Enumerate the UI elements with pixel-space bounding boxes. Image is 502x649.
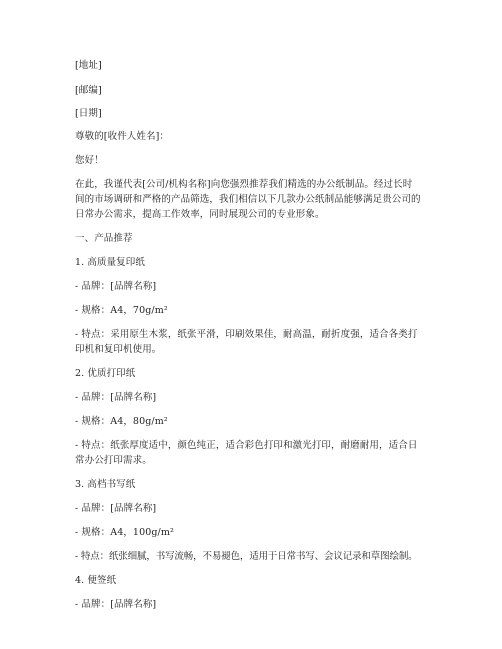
product-brand: - 品牌：[品牌名称] <box>75 503 157 514</box>
intro-line-1: 在此，我谨代表[公司/机构名称]向您强烈推荐我们精选的办公纸制品。经过长时 <box>75 179 413 190</box>
product-spec: - 规格：A4，80g/m² <box>75 416 168 427</box>
intro-line-2: 间的市场调研和严格的产品筛选，我们相信以下几款办公纸制品能够满足贵公司的 <box>75 194 421 205</box>
intro-line-3: 日常办公需求，提高工作效率，同时展现公司的专业形象。 <box>75 209 325 220</box>
salutation: 尊敬的[收件人姓名]： <box>75 131 170 142</box>
date-line: [日期] <box>75 108 102 119</box>
product-brand: - 品牌：[品牌名称] <box>75 281 157 292</box>
product-features-line-2: 常办公打印需求。 <box>75 455 152 466</box>
product-spec: - 规格：A4，70g/m² <box>75 305 168 316</box>
product-features-line-1: - 特点：纸张细腻，书写流畅，不易褪色，适用于日常书写、会议记录和草图绘制。 <box>75 551 418 562</box>
postcode-line: [邮编] <box>75 85 102 96</box>
product-features-line-1: - 特点：纸张厚度适中，颜色纯正，适合彩色打印和激光打印，耐磨耐用，适合日 <box>75 440 418 451</box>
product-title: 1. 高质量复印纸 <box>75 257 145 268</box>
product-spec: - 规格：A4，100g/m² <box>75 527 174 538</box>
product-features-line-2: 印机和复印机使用。 <box>75 344 162 355</box>
product-title: 4. 便签纸 <box>75 575 117 586</box>
product-title: 3. 高档书写纸 <box>75 479 136 490</box>
product-features-line-1: - 特点：采用原生木浆，纸张平滑，印刷效果佳，耐高温，耐折度强，适合各类打 <box>75 329 418 340</box>
product-brand: - 品牌：[品牌名称] <box>75 392 157 403</box>
address-line: [地址] <box>75 60 102 71</box>
section-title: 一、产品推荐 <box>75 233 133 244</box>
product-title: 2. 优质打印纸 <box>75 368 136 379</box>
product-brand: - 品牌：[品牌名称] <box>75 599 157 610</box>
greeting: 您好！ <box>75 155 104 166</box>
